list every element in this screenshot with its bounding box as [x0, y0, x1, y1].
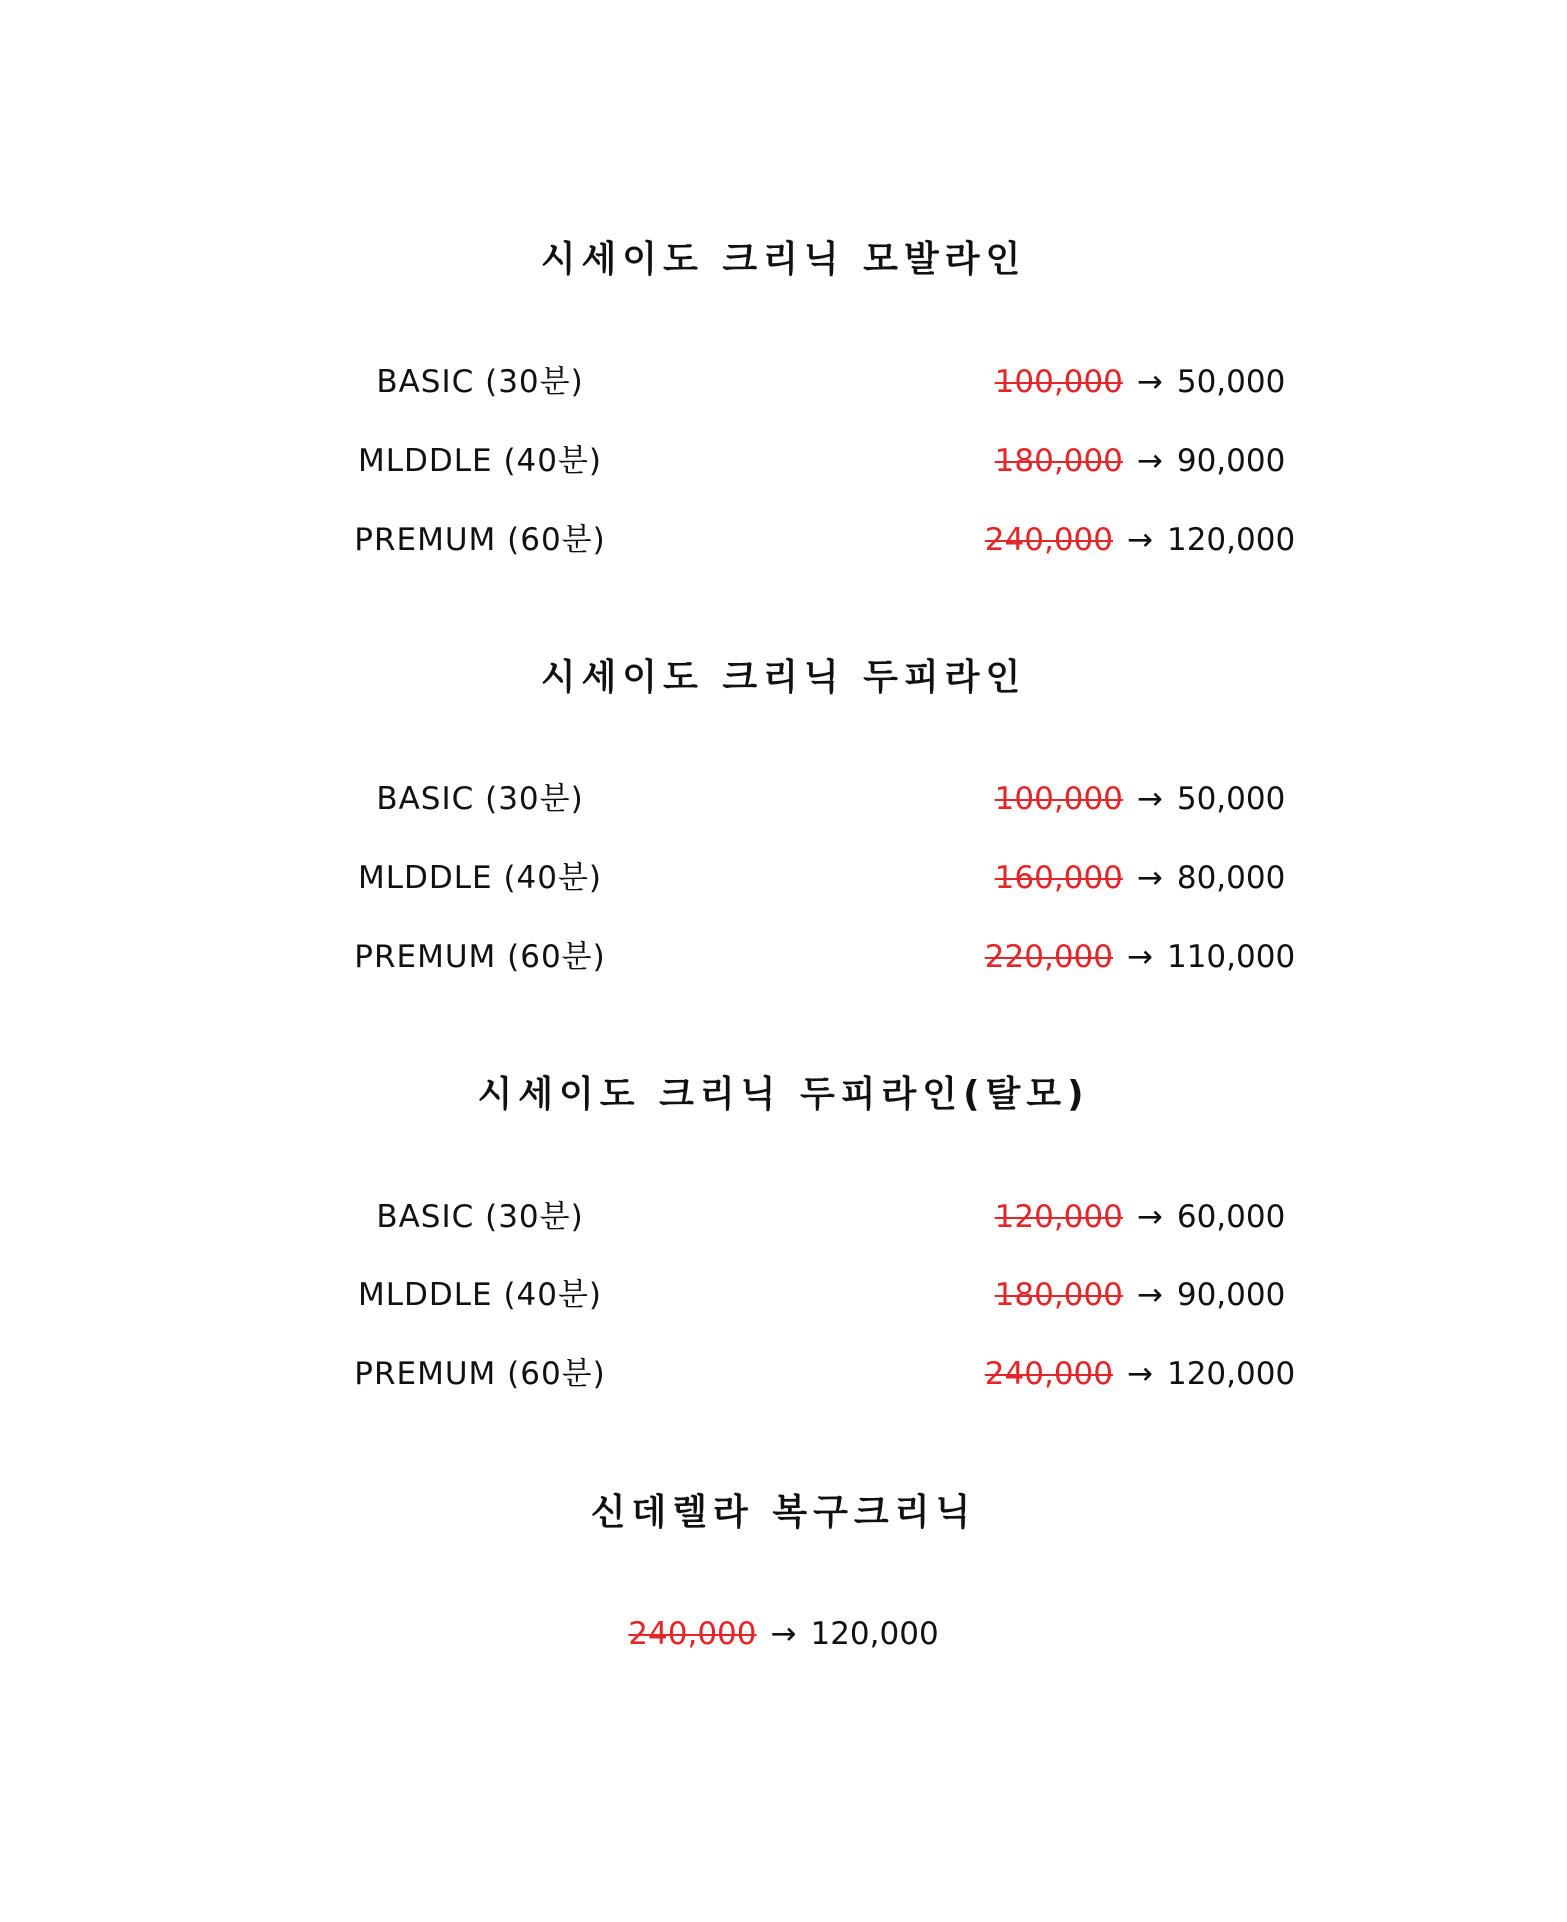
course-label: PREMUM (60분)	[354, 939, 606, 975]
price-row	[0, 439, 1567, 483]
original-price: 100,000	[994, 781, 1123, 817]
price-row	[0, 777, 1567, 821]
discount-price: 110,000	[1166, 939, 1296, 975]
price-group	[860, 360, 1420, 404]
price-group	[860, 439, 1420, 483]
discount-price: 90,000	[1176, 1277, 1286, 1313]
original-price: 220,000	[984, 939, 1113, 975]
price-row	[0, 360, 1567, 404]
discount-price: 80,000	[1176, 860, 1286, 896]
discount-price: 60,000	[1176, 1199, 1286, 1235]
section-title-scalp-line-hair-loss: 시세이도 크리닉 두피라인(탈모)	[477, 1074, 1090, 1115]
original-price: 180,000	[994, 1277, 1123, 1313]
discount-price: 90,000	[1176, 443, 1286, 479]
price-group	[860, 1273, 1420, 1317]
discount-price: 120,000	[810, 1616, 939, 1652]
section-title-cinderella-repair: 신데렐라 복구크리닉	[590, 1492, 977, 1533]
course-label: MLDDLE (40분)	[357, 860, 603, 896]
arrow-icon: →	[1136, 443, 1163, 479]
original-price: 240,000	[984, 522, 1113, 558]
arrow-icon: →	[1127, 939, 1153, 975]
price-group	[860, 935, 1420, 979]
original-price: 160,000	[994, 860, 1123, 896]
section-title-hair-line: 시세이도 크리닉 모발라인	[540, 239, 1027, 280]
arrow-icon: →	[1136, 860, 1163, 896]
section-title-scalp-line: 시세이도 크리닉 두피라인	[540, 657, 1027, 698]
price-row	[0, 856, 1567, 900]
price-group	[860, 1195, 1420, 1239]
price-row	[0, 518, 1567, 562]
price-row	[0, 1352, 1567, 1396]
arrow-icon: →	[1136, 1277, 1163, 1313]
price-group	[860, 856, 1420, 900]
price-group	[860, 777, 1420, 821]
course-label: PREMUM (60분)	[354, 522, 606, 558]
course-label: PREMUM (60분)	[354, 1356, 606, 1392]
original-price: 120,000	[994, 1199, 1123, 1235]
arrow-icon: →	[1136, 364, 1163, 400]
original-price: 180,000	[994, 443, 1123, 479]
price-group	[0, 1612, 1567, 1656]
course-label: BASIC (30분)	[376, 364, 584, 400]
arrow-icon: →	[770, 1616, 797, 1652]
price-row	[0, 1195, 1567, 1239]
arrow-icon: →	[1127, 522, 1153, 558]
price-row	[0, 935, 1567, 979]
original-price: 240,000	[984, 1356, 1113, 1392]
original-price: 100,000	[994, 364, 1123, 400]
original-price: 240,000	[628, 1616, 757, 1652]
price-row	[0, 1273, 1567, 1317]
discount-price: 120,000	[1166, 522, 1296, 558]
course-label: MLDDLE (40분)	[357, 1277, 603, 1313]
arrow-icon: →	[1136, 781, 1163, 817]
price-group	[860, 518, 1420, 562]
course-label: MLDDLE (40분)	[357, 443, 603, 479]
price-group	[860, 1352, 1420, 1396]
course-label: BASIC (30분)	[376, 1199, 584, 1235]
arrow-icon: →	[1136, 1199, 1163, 1235]
discount-price: 120,000	[1166, 1356, 1296, 1392]
arrow-icon: →	[1127, 1356, 1153, 1392]
discount-price: 50,000	[1176, 781, 1286, 817]
discount-price: 50,000	[1176, 364, 1286, 400]
course-label: BASIC (30분)	[376, 781, 584, 817]
